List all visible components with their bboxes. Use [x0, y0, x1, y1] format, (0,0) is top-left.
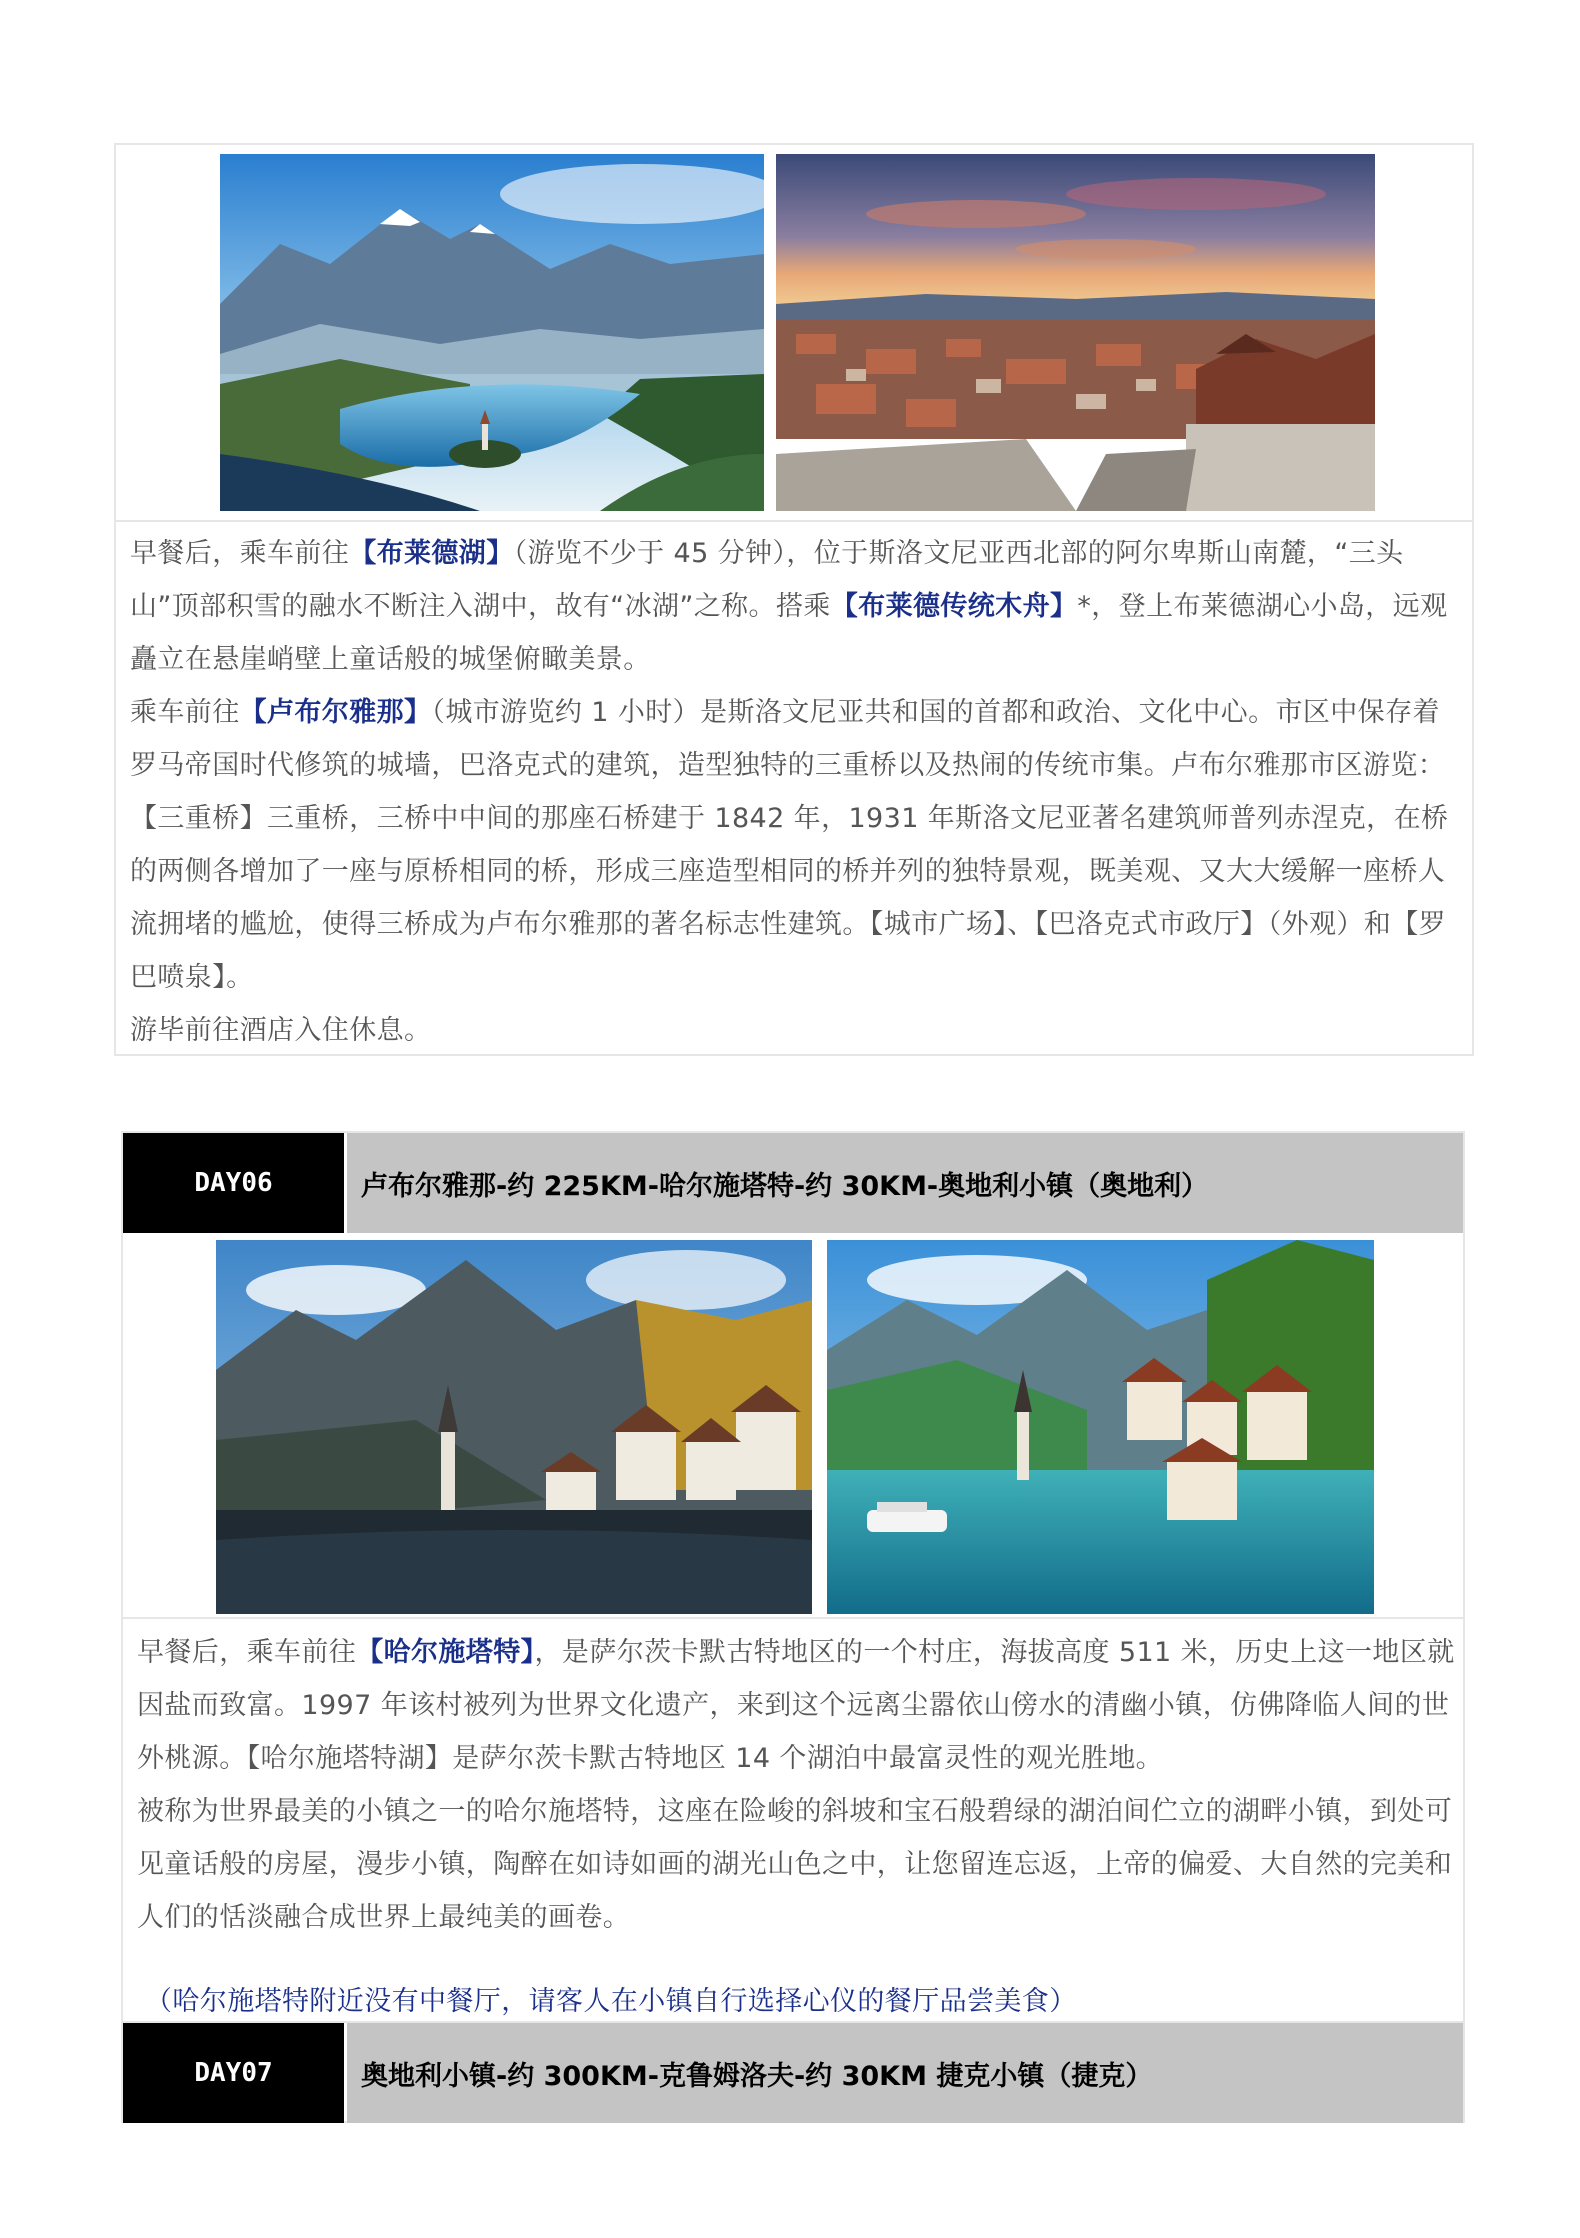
photo-row [116, 145, 1472, 520]
paragraph [137, 1785, 1455, 1944]
paragraph [137, 1626, 1455, 1785]
text-run: （游览不少于 45 分钟），位于斯洛文尼亚西北部的阿尔卑斯山南麓，“三头山”顶部积雪的融水不断注入湖中，故有“冰湖”之称。搭乘 [130, 538, 1404, 622]
highlighted-attraction: 【哈尔施塔特】 [356, 1637, 535, 1668]
day06-description [137, 1626, 1455, 1944]
day05-description [130, 527, 1460, 1057]
paragraph [130, 1004, 1460, 1057]
text-run: 乘车前往 [130, 697, 240, 728]
text-run: 早餐后，乘车前往 [130, 538, 350, 569]
text-run: *，登上布莱德湖心小岛，远观矗立在悬崖峭壁上童话般的城堡俯瞰美景。 [130, 591, 1448, 675]
text-run: 游毕前往酒店入住休息。 [130, 1015, 432, 1046]
lake-bled-photo [220, 154, 764, 511]
highlighted-attraction: 【卢布尔雅那】 [239, 697, 432, 728]
text-run: ，是萨尔茨卡默古特地区的一个村庄，海拔高度 511 米，历史上这一地区就因盐而致富。1997 年该村被列为世界文化遗产，来到这个远离尘嚣依山傍水的清幽小镇，仿佛降临人间的世外桃源。【哈尔施塔特湖】是萨尔茨卡默古特地区 14 个湖泊中最富灵性的观光胜地。 [137, 1637, 1455, 1774]
hallstatt-photo-2 [827, 1240, 1374, 1614]
day-route-title: 卢布尔雅那-约 225KM-哈尔施塔特-约 30KM-奥地利小镇（奥地利） [347, 1133, 1463, 1233]
day06-block [121, 1131, 1465, 2023]
day-label: DAY06 [123, 1133, 344, 1233]
text-run: 早餐后，乘车前往 [137, 1637, 357, 1668]
day-route-title: 奥地利小镇-约 300KM-克鲁姆洛夫-约 30KM 捷克小镇（捷克） [347, 2023, 1463, 2123]
text-run: （城市游览约 1 小时）是斯洛文尼亚共和国的首都和政治、文化中心。市区中保存着罗马帝国时代修筑的城墙，巴洛克式的建筑，造型独特的三重桥以及热闹的传统市集。卢布尔雅那市区游览：【三重桥】三重桥，三桥中中间的那座石桥建于 1842 年，1931 年斯洛文尼亚著名建筑师普列赤涅克，在桥的两侧各增加了一座与原桥相同的桥，形成三座造型相同的桥并列的独特景观，既美观、又大大缓解一座桥人流拥堵的尴尬，使得三桥成为卢布尔雅那的著名标志性建筑。【城市广场】、【巴洛克式市政厅】（外观）和【罗巴喷泉】。 [130, 697, 1449, 993]
day07-block [121, 2023, 1465, 2123]
highlighted-attraction: 【布莱德传统木舟】 [830, 591, 1078, 622]
day-label: DAY07 [123, 2023, 344, 2123]
day06-header [123, 1133, 1463, 1233]
hallstatt-photo-1 [216, 1240, 812, 1614]
photo-row [123, 1233, 1463, 1617]
highlighted-attraction: 【布莱德湖】 [349, 538, 514, 569]
divider [116, 520, 1472, 522]
paragraph [130, 686, 1460, 1004]
paragraph [130, 527, 1460, 686]
text-run: 被称为世界最美的小镇之一的哈尔施塔特，这座在险峻的斜坡和宝石般碧绿的湖泊间伫立的湖畔小镇，到处可见童话般的房屋，漫步小镇，陶醉在如诗如画的湖光山色之中，让您留连忘返，上帝的偏爱、大自然的完美和人们的恬淡融合成世界上最纯美的画卷。 [137, 1796, 1453, 1933]
day05-continuation-block [114, 143, 1474, 1056]
day07-header [123, 2023, 1463, 2123]
ljubljana-city-photo [776, 154, 1375, 511]
divider [123, 1617, 1463, 1619]
lunch-note: （哈尔施塔特附近没有中餐厅，请客人在小镇自行选择心仪的餐厅品尝美食） [145, 1986, 1077, 2017]
